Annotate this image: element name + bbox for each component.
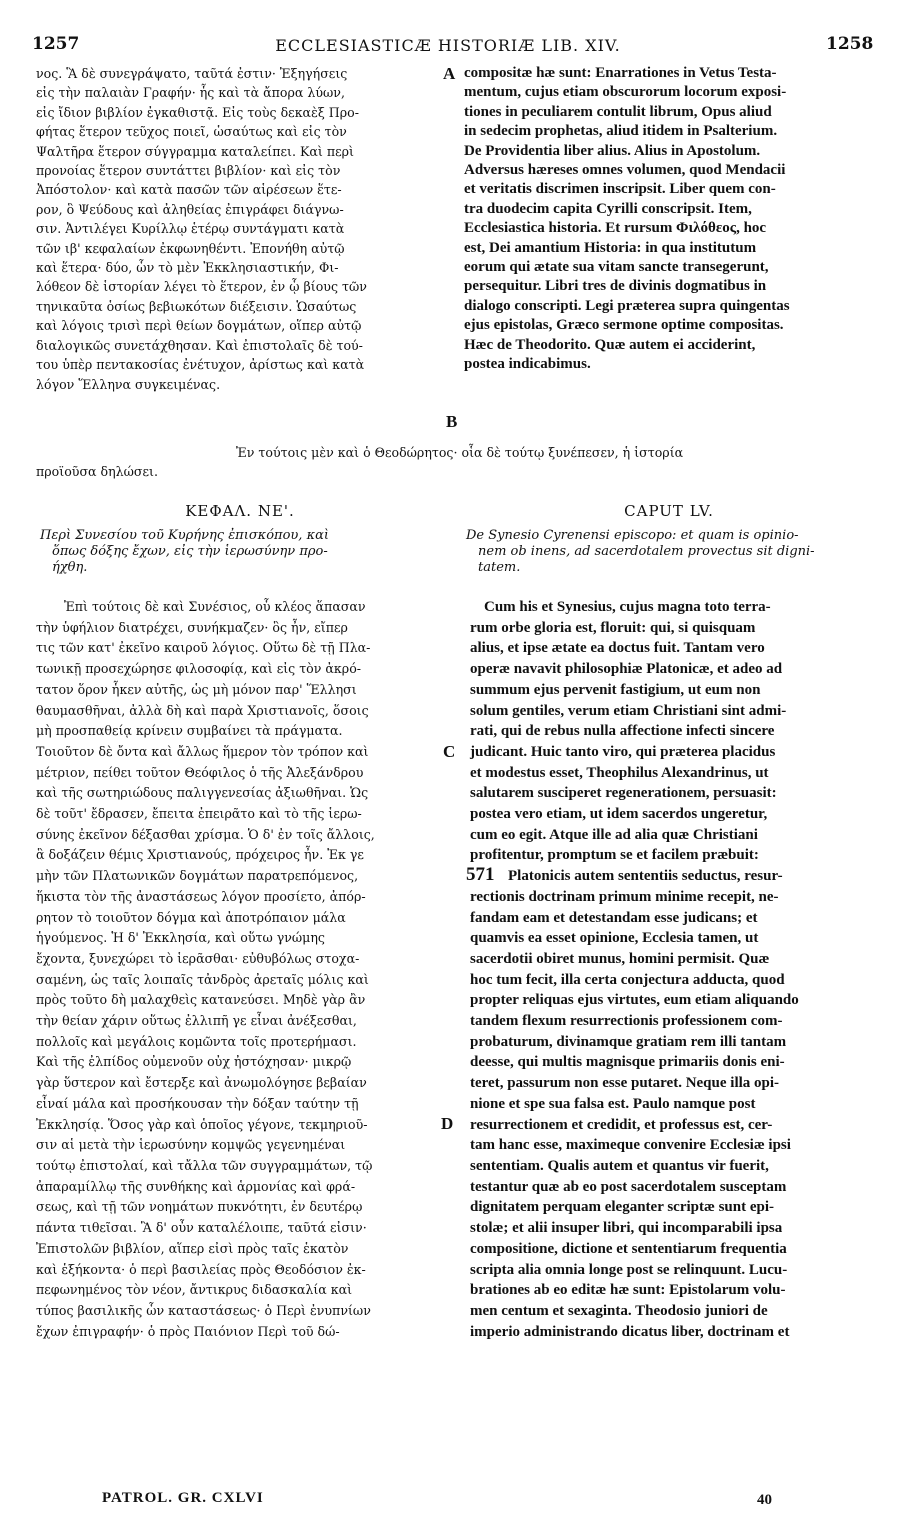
greek-top-line: λόγον Ἕλληνα συγκειμένας. [36,376,221,392]
latin-bottom-line: solum gentiles, verum etiam Christiani sint admi- [470,702,787,719]
footer-volume: PATROL. GR. CXLVI [102,1490,264,1506]
latin-bottom-line: propter reliquas ejus virtutes, eum etiam aliquando [470,992,799,1009]
greek-bottom-line: ἡγούμενος. Ἡ δ' Ἐκκλησία, καὶ οὕτω γνώμης [36,930,325,946]
greek-bottom-line: Ἐπὶ τούτοις δὲ καὶ Συνέσιος, οὗ κλέος ἅπασαν [64,599,366,614]
latin-column-top [464,64,874,375]
greek-subheading-line: Περὶ Συνεσίου τοῦ Κυρήνης ἐπισκόπου, καὶ [40,528,329,543]
latin-top-line: De Providentia liber alius. Alius in Apostolum. [464,142,761,159]
latin-bottom-line: rectionis doctrinam primum minime recepit, ne- [470,888,779,905]
latin-bottom-line: teret, passurum non esse putaret. Neque illa opi- [470,1075,780,1092]
latin-bottom-line: Cum his et Synesius, cujus magna toto terra- [484,599,771,615]
greek-top-line: σιν. Ἀντιλέγει Κυρίλλῳ ἑτέρῳ συντάγματι κατὰ [36,221,345,237]
greek-bottom-line: Ἐπιστολῶν βιβλίον, αἵπερ εἰσὶ πρὸς ταῖς ἑκατὸν [36,1240,349,1256]
greek-bottom-line: πεφωνημένος τὸν νέον, ἄντικρυς διδασκαλία καὶ [36,1282,353,1298]
latin-bottom-line: dignitatem perquam eleganter scriptæ sunt epi- [470,1199,775,1216]
latin-top-line: Adversus hæreses omnes volumen, quod Mendacii [464,162,786,179]
greek-bottom-line: σύνης ἐκεῖνον δέξασθαι χρίσμα. Ὁ δ' ἐν τοῖς ἄλλοις, [36,826,375,842]
latin-bottom-line: nione et spe sua falsa est. Paulo namque post [470,1095,756,1112]
greek-top-line: φήτας ἕτερον τεῦχος ποιεῖ, ὡσαύτως καὶ εἰς τὸν [36,124,347,140]
greek-bottom-line: σαμένη, ὡς ταῖς λοιπαῖς τἀνδρὸς ἀρεταῖς μόλις καὶ [36,971,369,987]
latin-bottom-line: rati, qui de rebus nulla affectione infecti sincere [470,723,775,740]
greek-top-line: εἰς τὴν παλαιὰν Γραφήν· ἧς καὶ τὰ ἄπορα λύων, [36,85,345,101]
greek-bottom-line: πολλοῖς καὶ μεγάλοις κομῶντα τοῖς προτερήμασι. [36,1033,357,1049]
latin-top-line: et veritatis discrimen inscripsit. Liber quem con- [464,181,776,198]
latin-bottom-line: rum orbe gloria est, floruit: qui, si quisquam [470,619,756,636]
latin-bottom-line: fandam eam et detestandam esse judicans; et [470,909,758,926]
latin-bottom-line: imperio administrando dicatus liber, doctrinam et [470,1323,790,1340]
greek-top-line: τῶν ιβ' κεφαλαίων ἐκφωνηθέντι. Ἐπονήθη αὐτῷ [36,240,345,256]
greek-top-line: ρον, ὃ Ψεύδους καὶ ἀληθείας ἐπιγράφει διάγνω- [36,201,344,217]
latin-chapter-title: CAPUT LV. [624,502,714,520]
greek-top-line: Ψαλτῆρα ἕτερον σύγγραμμα καταλείπει. Καὶ περὶ [36,143,354,159]
greek-bottom-line: Τοιοῦτον δὲ ὄντα καὶ ἄλλως ἥμερον τὸν τρόπον καὶ [36,743,369,759]
greek-bottom-line: ρητον τὸ τοιοῦτον δόγμα καὶ ἀποτρόπαιον μάλα [36,909,346,925]
greek-bottom-line: δὲ τοῦτ' ἔδρασεν, ἔπειτα ἐπειρᾶτο καὶ τὸ τῆς ἱερω- [36,806,362,822]
latin-top-line: in sedecim prophetas, aliud itidem in Psalterium. [464,123,778,140]
greek-bottom-line: ἀπαραμίλλῳ τῆς συνθήκης καὶ ἁρμονίας καὶ φρά- [36,1178,356,1194]
right-page-number: 1258 [826,34,874,54]
greek-bottom-line: ἔχων ἐπιγραφήν· ὁ πρὸς Παιόνιον Περὶ τοῦ δώ- [36,1323,340,1339]
latin-bottom-line: postea vero etiam, ut idem sacerdos ungeretur, [470,806,768,823]
greek-bottom-line: τατον ὅρον ἧκεν αὐτῆς, ὡς μὴ μόνον παρ' Ἕλλησι [36,681,357,697]
latin-bottom-line: alius, et ipse ætate ea doctus fuit. Tantam vero [470,640,765,657]
latin-bottom-line: et modestus esset, Theophilus Alexandrinus, ut [470,764,769,781]
greek-bottom-line: εἶναί μάλα καὶ προσήκουσαν τὴν δόξαν ταύτην τῇ [36,1095,359,1111]
latin-top-line: tra duodecim capita Cyrilli conscripsit. Item, [464,200,752,217]
greek-column-bottom [36,597,444,1342]
latin-top-line: eorum qui ætate sua vitam sancte transegerunt, [464,259,769,276]
latin-bottom-line: tam hanc esse, maximeque convenire Ecclesiæ ipsi [470,1137,791,1154]
running-title: ECCLESIASTICÆ HISTORIÆ LIB. XIV. [275,36,621,55]
margin-marker-d: D [441,1114,454,1133]
latin-bottom-line: quamvis ea esset opinione, Ecclesia tamen, ut [470,930,759,947]
greek-bottom-line: τωνικῇ προσεχώρησε φιλοσοφίᾳ, καὶ εἰς τὸν ἀκρό- [36,661,362,677]
greek-bottom-line: ἔχοντα, ξυνεχώρει τὸ ἱερᾶσθαι· εὐθυβόλως στοχα- [36,950,360,966]
greek-top-line: του ὑπὲρ πεντακοσίας ἐνέτυχον, ἀρίστως καὶ κατὰ [36,357,365,373]
greek-chapter-title: ΚΕΦΑΛ. ΝΕ'. [185,502,295,520]
latin-bottom-line: hoc tum fecit, illa certa conjectura adducta, quod [470,971,785,988]
greek-top-line: τηνικαῦτα ὁσίως βεβιωκότων διέξεισιν. Ὡσαύτως [36,298,357,314]
latin-top-line: tiones in peculiarem contulit librum, Opus aliud [464,103,772,120]
greek-bottom-line: γὰρ ὕστερον καὶ ἔστερξε καὶ ἀνωμολόγησε βεβαίαν [36,1075,367,1091]
latin-bottom-line: operæ navavit philosophiæ Platonicæ, et adeo ad [470,661,783,678]
greek-bottom-line: μὴ προσπαθείᾳ κρίνειν συμβαίνει τὰ πράγματα. [36,723,343,739]
latin-bottom-line: testantur quæ ab eo post sacerdotalem susceptam [470,1178,787,1195]
greek-bottom-line: καὶ ἑξήκοντα· ὁ περὶ βασιλείας πρὸς Θεοδόσιον ἐκ- [36,1261,366,1277]
latin-bottom-line: salutarem susciperet regenerationem, persuasit: [470,785,777,802]
greek-top-line: λόθεον δὲ ἱστορίαν λέγει τὸ ἕτερον, ἐν ᾧ βίους τῶν [36,279,367,295]
greek-bottom-line: τὴν ὑφήλιον διατρέχει, συνήκμαζεν· ὃς ἦν, εἴπερ [36,619,348,635]
greek-column-top [36,64,444,394]
latin-top-line: persequitur. Libri tres de divinis dogmatibus in [464,278,767,295]
latin-bottom-line: resurrectionem et credidit, et professus est, cer- [470,1116,773,1133]
latin-top-line: Ecclesiastica historia. Et rursum Φιλόθεος, hoc [464,220,767,237]
latin-subheading-line: tatem. [478,560,521,575]
greek-bottom-line: πάντα τιθεῖσαι. Ἃ δ' οὖν καταλέλοιπε, ταῦτά εἰσιν· [36,1220,367,1236]
greek-bottom-line: μέτριον, πείθει τοῦτον Θεόφιλος ὁ τῆς Ἀλεξάνδρου [36,764,364,780]
latin-bottom-line: compositione, dictione et sententiarum frequentia [470,1240,787,1257]
margin-marker-c: C [443,742,456,761]
latin-subheading-line: De Synesio Cyrenensi episcopo: et quam is opinio- [466,528,799,543]
greek-bottom-line: καὶ τῆς σωτηριώδους παλιγγενεσίας ἀξιωθῆναι. Ὡς [36,785,369,801]
greek-bottom-line: Ἐκκλησίᾳ. Ὅσος γὰρ καὶ ὁποῖος γέγονε, τεκμηριοῦ- [36,1116,368,1132]
latin-bottom-line: sententiam. Qualis autem et quantus vir fuerit, [470,1157,769,1174]
greek-bottom-line: πρὸς τοῦτο δὴ μαλαχθεὶς κατανεύσει. Μηδὲ γὰρ ἂν [36,992,366,1008]
latin-bottom-line: tandem flexum resurrectionis professionem com- [470,1013,783,1030]
shared-greek-continuation: προϊοῦσα δηλώσει. [36,464,158,479]
greek-top-line: νος. Ἃ δὲ συνεγράψατο, ταῦτά ἐστιν· Ἐξηγήσεις [36,66,348,81]
latin-column-bottom [470,597,872,1342]
greek-bottom-line: τούτῳ ἐπιστολαί, καὶ τἄλλα τῶν συγγραμμάτων, τῷ [36,1157,373,1173]
page-header [0,34,900,64]
latin-top-line: dialogo conscripti. Legi præterea supra quingentas [464,297,790,314]
left-page-number: 1257 [32,34,80,54]
greek-bottom-line: ἥκιστα τὸν τῆς ἀναστάσεως λόγον προσίετο, ἀπόρ- [36,888,366,904]
shared-greek-line: Ἐν τούτοις μὲν καὶ ὁ Θεοδώρητος· οἷα δὲ τούτῳ ξυνέπεσεν, ἡ ἱστορία [236,445,684,460]
latin-bottom-line: deesse, qui multis magnisque primariis donis eni- [470,1054,785,1071]
latin-subheading-line: nem ob inens, ad sacerdotalem provectus sit digni- [478,544,815,559]
greek-bottom-line: τύπος βασιλικῆς ὧν καταστάσεως· ὁ Περὶ ἐνυπνίων [36,1302,371,1318]
greek-bottom-line: τις τῶν κατ' ἐκεῖνο καιροῦ λόγιος. Οὕτω δὲ τῇ Πλα- [36,640,371,656]
latin-bottom-line: men centum et sexaginta. Theodosio juniori de [470,1302,768,1319]
greek-bottom-line: ἃ δοξάζειν θέμις Χριστιανούς, πρόχειρος ἦν. Ἐκ γε [36,847,364,863]
column-number: 571 [466,864,495,885]
greek-bottom-line: σεως, καὶ τῇ τῶν νοημάτων πυκνότητι, ἐν δευτέρῳ [36,1199,363,1215]
margin-marker-a: A [443,64,456,83]
latin-top-line: postea indicabimus. [464,356,591,373]
latin-bottom-line: summum ejus pervenit fastigium, ut eum non [470,681,761,698]
greek-top-line: προνοίας ἕτερον συντάττει βιβλίον· καὶ εἰς τὸν [36,163,341,179]
greek-bottom-line: θαυμασθῆναι, ἀλλὰ δὴ καὶ παρὰ Χριστιανοῖς, ὅσοις [36,702,369,718]
greek-subheading-line: ήχθη. [52,560,88,575]
greek-bottom-line: σιν αἱ μετὰ τὴν ἱερωσύνην κομψῶς γεγενημέναι [36,1137,346,1153]
latin-bottom-line: stolæ; et alii insuper libri, qui incomparabili ipsa [470,1220,783,1237]
margin-marker-b: B [446,412,458,431]
greek-bottom-line: Καὶ τῆς ἐλπίδος οὐμενοῦν οὐχ ἠστόχησαν· μικρῷ [36,1054,352,1070]
greek-bottom-line: τὴν θείαν χάριν οὕτως ἐλλιπῆ γε εἶναι ἀνέξεσθαι, [36,1013,357,1029]
greek-top-line: Ἀπόστολον· καὶ κατὰ πασῶν τῶν αἱρέσεων ἕτε- [36,182,342,198]
latin-bottom-line: sacerdotii obiret munus, homini permisit. Quæ [470,950,770,967]
latin-chapter-subheading [466,528,874,576]
greek-top-line: διαλογικῶς συνετάχθησαν. Καὶ ἐπιστολαῖς δὲ τού- [36,337,363,353]
latin-bottom-line: probaturum, divinamque gratiam rem illi tantam [470,1033,787,1050]
latin-top-line: Hæc de Theodorito. Quæ autem ei acciderint, [464,336,756,353]
greek-top-line: καὶ λόγοις τρισὶ περὶ θείων δογμάτων, οἵπερ αὐτῷ [36,318,362,334]
footer-signature: 40 [757,1492,772,1508]
latin-top-line: compositæ hæ sunt: Enarrationes in Vetus Testa- [464,65,777,81]
latin-bottom-line: brationes ab eo editæ hæ sunt: Epistolarum volu- [470,1282,786,1299]
latin-bottom-line: profitentur, promptum se et facilem præbuit: [470,847,759,864]
greek-top-line: εἰς ἴδιον βιβλίον ἐγκαθιστᾷ. Εἰς τοὺς δεκαὲξ Προ- [36,104,359,120]
latin-bottom-line: Platonicis autem sententiis seductus, resur- [508,868,783,885]
latin-bottom-line: cum eo egit. Atque ille ad alia quæ Christiani [470,826,758,843]
greek-chapter-subheading [40,528,444,576]
greek-subheading-line: ὅπως δόξης ἔχων, εἰς τὴν ἱερωσύνην προ- [52,544,328,559]
latin-top-line: est, Dei amantium Historia: in qua institutum [464,239,757,256]
latin-bottom-line: judicant. Huic tanto viro, qui præterea placidus [470,743,776,760]
greek-bottom-line: μὴν τῶν Πλατωνικῶν δογμάτων παρατρεπόμενος, [36,868,359,884]
latin-top-line: ejus epistolas, Græco sermone optime compositas. [464,317,784,334]
greek-top-line: καὶ ἕτερα· δύο, ὧν τὸ μὲν Ἐκκλησιαστικήν, Φι- [36,260,339,276]
latin-bottom-line: scripta alia omnia longe post se relinquunt. Lucu- [470,1261,788,1278]
latin-top-line: mentum, cujus etiam obscurorum locorum exposi- [464,84,787,101]
